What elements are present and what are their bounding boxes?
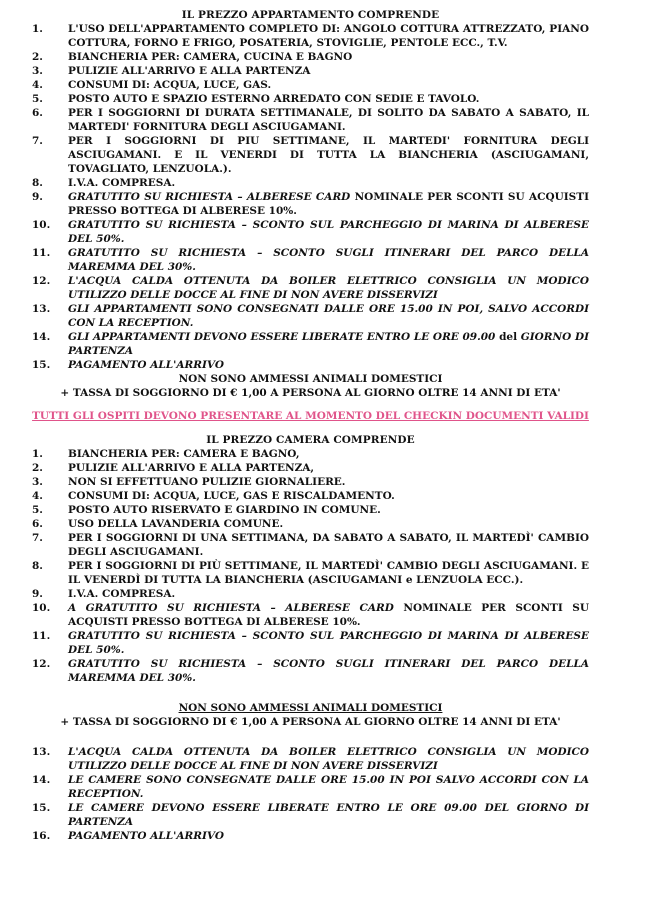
list-item — [32, 218, 589, 246]
list-item-number: 8. — [32, 177, 43, 189]
list-item — [32, 475, 589, 489]
list-item-italic-text: GRATUTITO SU RICHIESTA – SCONTO SUL PARCHEGGIO DI MARINA DI ALBERESE DEL 50%. — [68, 630, 589, 656]
list-item — [32, 829, 589, 843]
list-item-number: 3. — [32, 65, 43, 77]
list-item-text — [68, 246, 589, 274]
apartment-tax: + TASSA DI SOGGIORNO DI € 1,00 A PERSONA AL GIORNO OLTRE 14 ANNI DI ETA' — [60, 387, 561, 399]
list-item-text — [68, 773, 589, 801]
list-item — [32, 302, 589, 330]
list-item — [32, 517, 589, 531]
list-item-plain-text: del — [495, 331, 521, 343]
list-item-text — [68, 302, 589, 330]
list-item-number: 1. — [32, 23, 43, 35]
list-item-plain-text: POSTO AUTO RISERVATO E GIARDINO IN COMUNE. — [68, 504, 381, 516]
list-item-text — [68, 829, 589, 843]
list-item-text — [68, 330, 589, 358]
list-item — [32, 64, 589, 78]
list-item-text — [68, 629, 589, 657]
list-item-plain-text: POSTO AUTO E SPAZIO ESTERNO ARREDATO CON SEDIE E TAVOLO. — [68, 93, 480, 105]
room-title: IL PREZZO CAMERA COMPRENDE — [206, 434, 415, 446]
list-item — [32, 22, 589, 50]
list-item-italic-text: GRATUTITO SU RICHIESTA – SCONTO SUGLI ITINERARI DEL PARCO DELLA MAREMMA DEL 30%. — [68, 247, 589, 273]
list-item — [32, 358, 589, 372]
list-item-italic-text: PAGAMENTO ALL'ARRIVO — [68, 359, 224, 371]
list-item-text — [68, 274, 589, 302]
list-item-number: 7. — [32, 532, 43, 544]
list-item-text — [68, 601, 589, 629]
list-item-plain-text: BIANCHERIA PER: CAMERA E BAGNO, — [68, 448, 300, 460]
list-item — [32, 489, 589, 503]
list-item-italic-text: LE CAMERE DEVONO ESSERE LIBERATE ENTRO LE ORE 09.00 DEL GIORNO DI PARTENZA — [68, 802, 589, 828]
list-item-plain-text: PER I SOGGIORNI DI DURATA SETTIMANALE, DI SOLITO DA SABATO A SABATO, IL MARTEDI' FORNITURA DEGLI ASCIUGAMANI. — [68, 107, 589, 133]
list-item — [32, 773, 589, 801]
list-item — [32, 106, 589, 134]
list-item-number: 6. — [32, 107, 43, 119]
list-item-plain-text: BIANCHERIA PER: CAMERA, CUCINA E BAGNO — [68, 51, 353, 63]
list-item-text — [68, 559, 589, 587]
list-item-plain-text: NOMINALE PER SCONTI SU ACQUISTI PRESSO BOTTEGA DI ALBERESE 10%. — [68, 191, 589, 217]
list-item-number: 11. — [32, 630, 51, 642]
list-item-number: 3. — [32, 476, 43, 488]
apartment-no-pets: NON SONO AMMESSI ANIMALI DOMESTICI — [178, 373, 443, 385]
list-item-text — [68, 358, 589, 372]
list-item — [32, 92, 589, 106]
room-list — [32, 447, 589, 685]
list-item-number: 12. — [32, 658, 51, 670]
list-item-number: 1. — [32, 448, 43, 460]
list-item-italic-text: L'ACQUA CALDA OTTENUTA DA BOILER ELETTRICO CONSIGLIA UN MODICO UTILIZZO DELLE DOCCE AL FINE DI NON AVERE DISSERVIZI — [68, 746, 589, 772]
list-item — [32, 587, 589, 601]
list-item-number: 4. — [32, 490, 43, 502]
list-item-number: 8. — [32, 560, 43, 572]
list-item — [32, 531, 589, 559]
list-item — [32, 745, 589, 773]
list-item-text — [68, 134, 589, 176]
list-item-text — [68, 801, 589, 829]
list-item-plain-text: I.V.A. COMPRESA. — [68, 588, 176, 600]
list-item — [32, 246, 589, 274]
list-item — [32, 330, 589, 358]
checkin-notice: TUTTI GLI OSPITI DEVONO PRESENTARE AL MOMENTO DEL CHECKIN DOCUMENTI VALIDI — [32, 410, 589, 422]
list-item-text — [68, 106, 589, 134]
list-item-number: 7. — [32, 135, 43, 147]
list-item-plain-text: NOMINALE PER SCONTI SU ACQUISTI PRESSO BOTTEGA DI ALBERESE 10%. — [68, 602, 589, 628]
list-item-plain-text: L'USO DELL'APPARTAMENTO COMPLETO DI: ANGOLO COTTURA ATTREZZATO, PIANO COTTURA, FORNO E FRIGO, POSATERIA, STOVIGLIE, PENTOLE ECC., T.V. — [68, 23, 589, 49]
list-item-italic-text: GRATUTITO SU RICHIESTA – SCONTO SUL PARCHEGGIO DI MARINA DI ALBERESE DEL 50%. — [68, 219, 589, 245]
list-item-text — [68, 475, 589, 489]
list-item-number: 9. — [32, 588, 43, 600]
list-item-number: 13. — [32, 746, 51, 758]
list-item — [32, 461, 589, 475]
list-item-number: 16. — [32, 830, 51, 842]
list-item — [32, 176, 589, 190]
list-item-text — [68, 489, 589, 503]
list-item-text — [68, 503, 589, 517]
list-item-number: 12. — [32, 275, 51, 287]
list-item-italic-text: L'ACQUA CALDA OTTENUTA DA BOILER ELETTRICO CONSIGLIA UN MODICO UTILIZZO DELLE DOCCE AL FINE DI NON AVERE DISSERVIZI — [68, 275, 589, 301]
list-item — [32, 559, 589, 587]
list-item-plain-text: PULIZIE ALL'ARRIVO E ALLA PARTENZA — [68, 65, 311, 77]
list-item-text — [68, 745, 589, 773]
list-item-italic-text: GRATUTITO SU RICHIESTA – SCONTO SUGLI ITINERARI DEL PARCO DELLA MAREMMA DEL 30%. — [68, 658, 589, 684]
list-item-plain-text: CONSUMI DI: ACQUA, LUCE, GAS E RISCALDAMENTO. — [68, 490, 395, 502]
list-item-number: 2. — [32, 462, 43, 474]
list-item-number: 10. — [32, 602, 51, 614]
list-item — [32, 274, 589, 302]
list-item — [32, 801, 589, 829]
list-item-plain-text: USO DELLA LAVANDERIA COMUNE. — [68, 518, 284, 530]
list-item-italic-text: GLI APPARTAMENTI DEVONO ESSERE LIBERATE ENTRO LE ORE 09.00 — [68, 331, 496, 343]
list-item-number: 11. — [32, 247, 51, 259]
list-item-text — [68, 587, 589, 601]
list-item-text — [68, 78, 589, 92]
list-item-plain-text: NON SI EFFETTUANO PULIZIE GIORNALIERE. — [68, 476, 346, 488]
list-item-text — [68, 92, 589, 106]
list-item-italic-text: PAGAMENTO ALL'ARRIVO — [68, 830, 224, 842]
list-item — [32, 447, 589, 461]
list-item-text — [68, 176, 589, 190]
list-item-text — [68, 64, 589, 78]
list-item-number: 10. — [32, 219, 51, 231]
list-item — [32, 629, 589, 657]
list-item — [32, 78, 589, 92]
list-item-text — [68, 190, 589, 218]
room-tax: + TASSA DI SOGGIORNO DI € 1,00 A PERSONA AL GIORNO OLTRE 14 ANNI DI ETA' — [60, 716, 561, 728]
list-item-italic-text: LE CAMERE SONO CONSEGNATE DALLE ORE 15.00 IN POI SALVO ACCORDI CON LA RECEPTION. — [68, 774, 589, 800]
list-item-number: 13. — [32, 303, 51, 315]
list-item-text — [68, 447, 589, 461]
list-item-text — [68, 22, 589, 50]
list-item-italic-text: GIORNO DI PARTENZA — [68, 331, 589, 357]
list-item-text — [68, 517, 589, 531]
list-item-italic-text: A GRATUTITO SU RICHIESTA – ALBERESE CARD — [68, 602, 394, 614]
list-item-plain-text: PULIZIE ALL'ARRIVO E ALLA PARTENZA, — [68, 462, 315, 474]
list-item — [32, 601, 589, 629]
list-item — [32, 50, 589, 64]
list-item-italic-text: GRATUTITO SU RICHIESTA – ALBERESE CARD — [68, 191, 351, 203]
list-item-plain-text: PER I SOGGIORNI DI PIÙ SETTIMANE, IL MARTEDÌ' CAMBIO DEGLI ASCIUGAMANI. E IL VENERDÌ DI TUTTA LA BIANCHERIA (ASCIUGAMANI e LENZUOLA ECC.). — [68, 560, 589, 586]
list-item — [32, 657, 589, 685]
list-item-number: 5. — [32, 93, 43, 105]
list-item — [32, 190, 589, 218]
list-item-number: 5. — [32, 504, 43, 516]
list-item-text — [68, 50, 589, 64]
list-item-text — [68, 218, 589, 246]
list-item-text — [68, 531, 589, 559]
list-item-plain-text: I.V.A. COMPRESA. — [68, 177, 176, 189]
list-item-number: 9. — [32, 191, 43, 203]
list-item-text — [68, 657, 589, 685]
list-item-number: 4. — [32, 79, 43, 91]
apartment-list — [32, 22, 589, 372]
list-item — [32, 503, 589, 517]
list-item-italic-text: GLI APPARTAMENTI SONO CONSEGNATI DALLE ORE 15.00 IN POI, SALVO ACCORDI CON LA RECEPTION. — [68, 303, 589, 329]
list-item-text — [68, 461, 589, 475]
room-no-pets: NON SONO AMMESSI ANIMALI DOMESTICI — [178, 702, 443, 714]
list-item-plain-text: PER I SOGGIORNI DI UNA SETTIMANA, DA SABATO A SABATO, IL MARTEDÌ' CAMBIO DEGLI ASCIUGAMANI. — [68, 532, 589, 558]
list-item-plain-text: PER I SOGGIORNI DI PIU SETTIMANE, IL MARTEDI' FORNITURA DEGLI ASCIUGAMANI. E IL VENERDI DI TUTTA LA BIANCHERIA (ASCIUGAMANI, TOVAGLIATO, LENZUOLA.). — [68, 135, 589, 175]
room-extra-list — [32, 745, 589, 843]
list-item-number: 2. — [32, 51, 43, 63]
list-item-number: 14. — [32, 331, 51, 343]
list-item-plain-text: CONSUMI DI: ACQUA, LUCE, GAS. — [68, 79, 272, 91]
list-item — [32, 134, 589, 176]
list-item-number: 15. — [32, 359, 51, 371]
apartment-title: IL PREZZO APPARTAMENTO COMPRENDE — [181, 9, 440, 21]
list-item-number: 6. — [32, 518, 43, 530]
list-item-number: 14. — [32, 774, 51, 786]
list-item-number: 15. — [32, 802, 51, 814]
